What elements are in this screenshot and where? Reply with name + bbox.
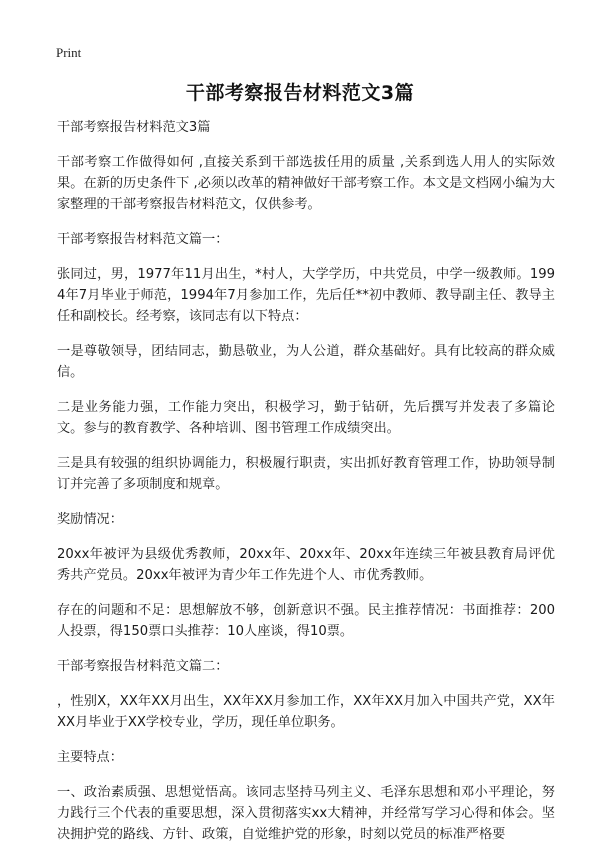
- paragraph: 三是具有较强的组织协调能力，积极履行职责，实出抓好教育管理工作，协助领导制订并完善了多项制度和规章。: [57, 456, 555, 492]
- section-heading: 奖励情况：: [57, 512, 123, 527]
- document-title: 干部考察报告材料范文3篇: [185, 82, 415, 104]
- paragraph: 一是尊敬领导，团结同志，勤恳敬业，为人公道，群众基础好。具有比较高的群众威信。: [57, 344, 555, 380]
- section-heading: 主要特点：: [57, 750, 123, 765]
- paragraph: 存在的问题和不足：思想解放不够，创新意识不强。民主推荐情况：书面推荐：200人投票，得150票口头推荐：10人座谈，得10票。: [57, 603, 555, 639]
- paragraph: ，性别X，XX年XX月出生，XX年XX月参加工作，XX年XX月加入中国共产党，XX年XX月毕业于XX学校专业，学历，现任单位职务。: [57, 694, 555, 730]
- paragraph: 二是业务能力强，工作能力突出，积极学习，勤于钻研，先后撰写并发表了多篇论文。参与的教育教学、各种培训、图书管理工作成绩突出。: [57, 400, 555, 436]
- section-heading: 干部考察报告材料范文篇二：: [57, 659, 229, 674]
- paragraph: 一、政治素质强、思想觉悟高。该同志坚持马列主义、毛泽东思想和邓小平理论，努力践行三个代表的重要思想，深入贯彻落实xx大精神，并经常写学习心得和体会。坚决拥护党的路线、方针、政策，自觉维护党的形象，时刻以党员的标准严格要: [57, 785, 555, 842]
- paragraph: 干部考察工作做得如何 ,直接关系到干部选拔任用的质量 ,关系到选人用人的实际效果。在新的历史条件下 ,必须以改革的精神做好干部考察工作。本文是文档网小编为大家整理的干部考察报告材料范文，仅供参考。: [57, 155, 555, 212]
- paragraph: 20xx年被评为县级优秀教师，20xx年、20xx年、20xx年连续三年被县教育局评优秀共产党员。20xx年被评为青少年工作先进个人、市优秀教师。: [57, 547, 555, 583]
- document-body: [57, 117, 555, 859]
- paragraph: 张同过，男，1977年11月出生，*村人，大学学历，中共党员，中学一级教师。1994年7月毕业于师范，1994年7月参加工作，先后任**初中教师、教导副主任、教导主任和副校长。经考察，该同志有以下特点：: [57, 267, 555, 324]
- section-heading: 干部考察报告材料范文篇一：: [57, 232, 229, 247]
- paragraph: 干部考察报告材料范文3篇: [57, 120, 211, 135]
- print-link[interactable]: Print: [56, 45, 82, 60]
